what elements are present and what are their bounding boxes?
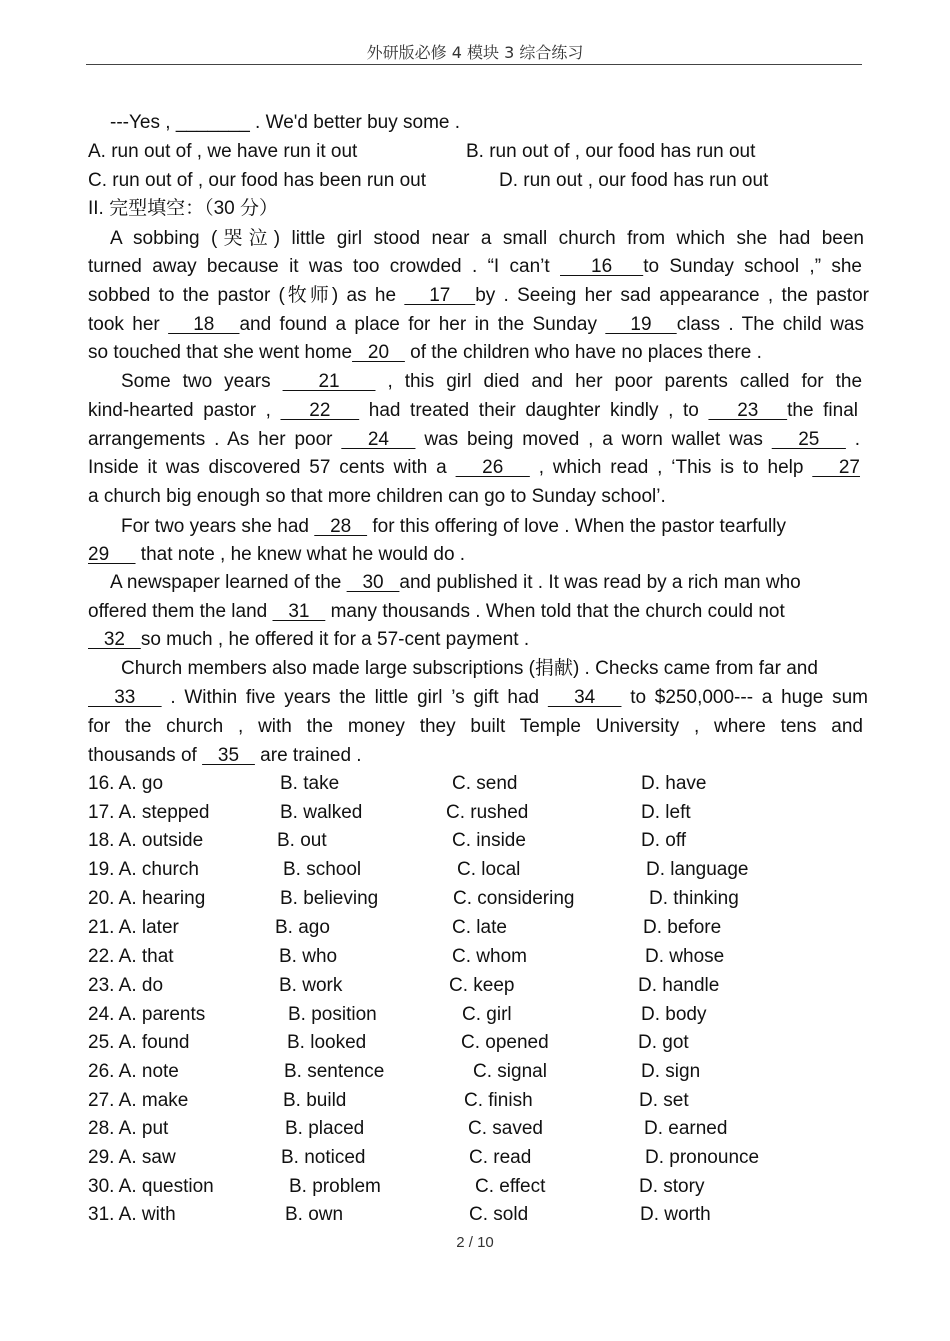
passage-text: of the children who have no places there . <box>404 342 762 363</box>
blank-34: 34 <box>547 687 622 708</box>
blank-22: 22 <box>280 400 360 421</box>
option-a: 23. A. do <box>88 975 164 996</box>
q15-option-a: A. run out of , we have run it out <box>88 141 358 162</box>
blank-30: 30 <box>346 572 400 593</box>
option-a: 31. A. with <box>88 1204 176 1225</box>
blank-19: 19 <box>605 314 677 335</box>
section-title: II. 完型填空：（30 分） <box>88 198 279 219</box>
passage-text: so much , he offered it for a 57-cent payment . <box>140 629 530 650</box>
q15-stem: ---Yes , _______ . We'd better buy some . <box>110 112 461 133</box>
option-b: B. out <box>277 830 327 851</box>
passage-text: class . The child was <box>676 314 864 335</box>
passage-text: offered them the land <box>88 601 273 622</box>
option-b: B. believing <box>280 888 379 909</box>
passage-line: Church members also made large subscriptions (捐献) . Checks came from far and <box>121 658 818 679</box>
option-d: D. story <box>639 1176 705 1197</box>
option-d: D. earned <box>644 1118 728 1139</box>
passage-line <box>121 371 862 393</box>
option-d: D. thinking <box>649 888 739 909</box>
passage-text: . <box>845 429 861 450</box>
q15-option-b: B. run out of , our food has run out <box>466 141 756 162</box>
passage-text: had treated their daughter kindly , to <box>359 400 709 421</box>
option-c: C. keep <box>449 975 515 996</box>
option-b: B. who <box>279 946 338 967</box>
option-c: C. inside <box>452 830 526 851</box>
blank-21: 21 <box>282 371 376 392</box>
blank-29: 29 <box>88 544 136 565</box>
passage-text: by . Seeing her sad appearance , the pastor <box>475 285 869 306</box>
option-b: B. looked <box>287 1032 367 1053</box>
passage-text: and published it . It was read by a rich man who <box>399 572 801 593</box>
blank-17: 17 <box>404 285 476 306</box>
option-c: C. considering <box>453 888 575 909</box>
option-a: 29. A. saw <box>88 1147 176 1168</box>
passage-text: to $250,000--- a huge sum <box>621 687 868 708</box>
blank-35: 35 <box>202 745 255 766</box>
option-a: 24. A. parents <box>88 1004 206 1025</box>
option-a: 28. A. put <box>88 1118 169 1139</box>
option-d: D. whose <box>645 946 725 967</box>
passage-text: turned away because it was too crowded . “I can’t <box>88 256 560 277</box>
passage-text: many thousands . When told that the church could not <box>325 601 785 622</box>
option-b: B. build <box>283 1090 347 1111</box>
passage-line <box>88 314 864 336</box>
passage-line <box>88 544 870 566</box>
option-c: C. whom <box>452 946 527 967</box>
passage-text: that note , he knew what he would do . <box>135 544 466 565</box>
passage-text: for this offering of love . When the pastor tearfully <box>367 516 786 537</box>
option-c: C. opened <box>461 1032 549 1053</box>
option-b: B. position <box>288 1004 377 1025</box>
option-b: B. sentence <box>284 1061 385 1082</box>
blank-18: 18 <box>168 314 240 335</box>
passage-text: and found a place for her in the Sunday <box>239 314 606 335</box>
option-b: B. own <box>285 1204 344 1225</box>
passage-line: A sobbing (哭泣) little girl stood near a small church from which she had been <box>110 228 864 249</box>
option-c: C. finish <box>464 1090 533 1111</box>
blank-24: 24 <box>341 429 416 450</box>
passage-text: For two years she had <box>121 516 315 537</box>
header-rule <box>86 64 862 65</box>
page-header: 外研版必修 4 模块 3 综合练习 <box>366 43 584 62</box>
blank-33: 33 <box>88 687 162 708</box>
option-b: B. ago <box>275 917 330 938</box>
passage-text: kind-hearted pastor , <box>88 400 281 421</box>
passage-text: so touched that she went home <box>88 342 353 363</box>
option-c: C. girl <box>462 1004 512 1025</box>
option-c: C. signal <box>473 1061 547 1082</box>
passage-line <box>88 745 870 767</box>
option-d: D. off <box>641 830 687 851</box>
passage-line: for the church , with the money they built Temple University , where tens and <box>88 716 863 737</box>
passage-line: a church big enough so that more children can go to Sunday school’. <box>88 486 666 507</box>
blank-26: 26 <box>455 457 530 478</box>
option-c: C. local <box>457 859 521 880</box>
blank-16: 16 <box>560 256 644 277</box>
option-c: C. sold <box>469 1204 529 1225</box>
passage-line <box>110 572 892 594</box>
option-c: C. rushed <box>446 802 529 823</box>
option-c: C. send <box>452 773 518 794</box>
passage-line <box>88 342 870 364</box>
option-b: B. school <box>283 859 362 880</box>
option-d: D. before <box>643 917 722 938</box>
blank-23: 23 <box>708 400 788 421</box>
blank-25: 25 <box>771 429 846 450</box>
option-b: B. walked <box>280 802 363 823</box>
passage-line <box>88 629 870 651</box>
passage-text: , this girl died and her poor parents called for the <box>375 371 863 392</box>
passage-text: A newspaper learned of the <box>110 572 347 593</box>
option-a: 27. A. make <box>88 1090 189 1111</box>
passage-text: the final <box>787 400 858 421</box>
option-d: D. have <box>641 773 707 794</box>
option-a: 26. A. note <box>88 1061 179 1082</box>
passage-text: to Sunday school ,” she <box>643 256 862 277</box>
passage-text: was being moved , a worn wallet was <box>415 429 772 450</box>
option-c: C. saved <box>468 1118 543 1139</box>
option-a: 25. A. found <box>88 1032 190 1053</box>
passage-text: thousands of <box>88 745 203 766</box>
option-d: D. left <box>641 802 691 823</box>
passage-line <box>88 601 870 623</box>
option-a: 19. A. church <box>88 859 199 880</box>
option-d: D. set <box>639 1090 689 1111</box>
q15-option-c: C. run out of , our food has been run out <box>88 170 427 191</box>
blank-20: 20 <box>352 342 405 363</box>
option-c: C. read <box>469 1147 532 1168</box>
passage-line <box>88 400 858 422</box>
q15-option-d: D. run out , our food has run out <box>499 170 769 191</box>
option-d: D. sign <box>641 1061 701 1082</box>
option-d: D. worth <box>640 1204 711 1225</box>
option-a: 22. A. that <box>88 946 174 967</box>
passage-text: , which read , ‘This is to help <box>529 457 813 478</box>
blank-28: 28 <box>314 516 368 537</box>
passage-line <box>88 285 869 307</box>
passage-line <box>88 687 868 709</box>
passage-text: are trained . <box>254 745 362 766</box>
option-a: 16. A. go <box>88 773 164 794</box>
passage-text: took her <box>88 314 169 335</box>
option-d: D. handle <box>638 975 720 996</box>
option-d: D. pronounce <box>645 1147 760 1168</box>
passage-text: Some two years <box>121 371 283 392</box>
passage-line <box>88 256 862 278</box>
option-c: C. effect <box>475 1176 546 1197</box>
passage-line <box>88 429 860 451</box>
blank-32: 32 <box>88 629 141 650</box>
blank-31: 31 <box>272 601 326 622</box>
option-a: 17. A. stepped <box>88 802 210 823</box>
option-a: 20. A. hearing <box>88 888 206 909</box>
option-b: B. problem <box>289 1176 381 1197</box>
passage-text: sobbed to the pastor (牧师) as he <box>88 285 405 306</box>
option-b: B. take <box>280 773 340 794</box>
option-c: C. late <box>452 917 507 938</box>
option-a: 30. A. question <box>88 1176 214 1197</box>
option-a: 18. A. outside <box>88 830 204 851</box>
passage-line <box>121 516 903 538</box>
option-b: B. placed <box>285 1118 365 1139</box>
option-a: 21. A. later <box>88 917 179 938</box>
passage-text: . Within five years the little girl ’s gift had <box>161 687 548 708</box>
passage-line <box>88 457 860 479</box>
passage-text: Inside it was discovered 57 cents with a <box>88 457 456 478</box>
option-d: D. body <box>641 1004 707 1025</box>
option-d: D. got <box>638 1032 689 1053</box>
passage-text: arrangements . As her poor <box>88 429 342 450</box>
option-d: D. language <box>646 859 749 880</box>
option-b: B. noticed <box>281 1147 366 1168</box>
page-number: 2 / 10 <box>456 1234 494 1251</box>
option-b: B. work <box>279 975 343 996</box>
blank-27: 27 <box>812 457 860 478</box>
